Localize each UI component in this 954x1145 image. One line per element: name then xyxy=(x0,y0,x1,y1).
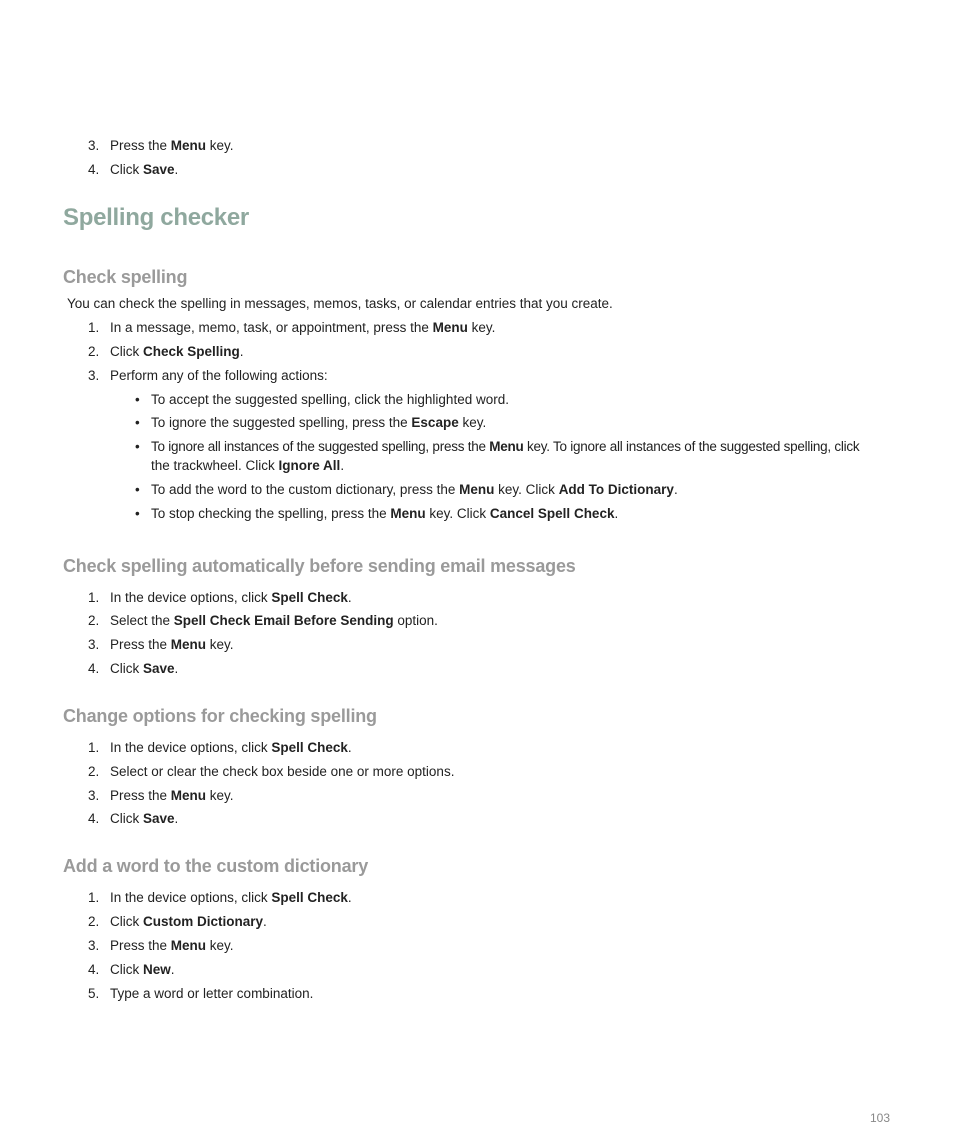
bullet-icon: • xyxy=(135,392,140,407)
bullet-item: • To ignore the suggested spelling, press the Escape key. xyxy=(135,415,487,430)
step-number: 3. xyxy=(88,637,100,652)
step-number: 5. xyxy=(88,986,100,1001)
list-item: 4. Click Save. xyxy=(88,162,179,177)
bullet-icon: • xyxy=(135,415,140,430)
list-item: 3. Press the Menu key. xyxy=(88,637,234,652)
step-number: 1. xyxy=(88,320,100,335)
list-item: 3. Perform any of the following actions: xyxy=(88,368,328,383)
list-item: 1. In the device options, click Spell Check. xyxy=(88,740,352,755)
list-item: 1. In a message, memo, task, or appointment, press the Menu key. xyxy=(88,320,496,335)
list-item: 4. Click New. xyxy=(88,962,175,977)
step-number: 1. xyxy=(88,590,100,605)
subheading-auto-check: Check spelling automatically before sending email messages xyxy=(63,556,576,576)
step-number: 1. xyxy=(88,740,100,755)
step-number: 2. xyxy=(88,764,100,779)
bullet-item: • To ignore all instances of the suggested spelling, press the Menu key. To ignore all instances of the suggested spelling, click xyxy=(135,439,860,454)
subheading-change-options: Change options for checking spelling xyxy=(63,706,377,726)
step-number: 4. xyxy=(88,162,100,177)
step-number: 4. xyxy=(88,661,100,676)
step-number: 4. xyxy=(88,811,100,826)
step-number: 2. xyxy=(88,344,100,359)
bullet-continuation: the trackwheel. Click Ignore All. xyxy=(151,458,345,473)
step-number: 2. xyxy=(88,914,100,929)
bullet-icon: • xyxy=(135,506,140,521)
step-number: 1. xyxy=(88,890,100,905)
list-item: 3. Press the Menu key. xyxy=(88,938,234,953)
step-number: 3. xyxy=(88,938,100,953)
page-number: 103 xyxy=(869,1111,890,1125)
list-item: 4. Click Save. xyxy=(88,661,179,676)
list-item: 2. Select or clear the check box beside one or more options. xyxy=(88,764,455,779)
list-item: 2. Click Check Spelling. xyxy=(88,344,244,359)
list-item: 3. Press the Menu key. xyxy=(88,138,234,153)
bullet-icon: • xyxy=(135,482,140,497)
bullet-item: • To add the word to the custom dictionary, press the Menu key. Click Add To Dictionary. xyxy=(135,482,678,497)
section-title: Spelling checker xyxy=(63,204,249,231)
list-item: 1. In the device options, click Spell Check. xyxy=(88,590,352,605)
step-number: 3. xyxy=(88,368,100,383)
list-item: 3. Press the Menu key. xyxy=(88,788,234,803)
list-item: 2. Click Custom Dictionary. xyxy=(88,914,267,929)
step-number: 3. xyxy=(88,788,100,803)
step-number: 4. xyxy=(88,962,100,977)
intro-paragraph: You can check the spelling in messages, memos, tasks, or calendar entries that you create. xyxy=(67,296,613,311)
list-item: 1. In the device options, click Spell Check. xyxy=(88,890,352,905)
subheading-custom-dictionary: Add a word to the custom dictionary xyxy=(63,856,369,876)
step-number: 3. xyxy=(88,138,100,153)
list-item: 5. Type a word or letter combination. xyxy=(88,986,314,1001)
bullet-icon: • xyxy=(135,439,140,454)
bullet-item: • To accept the suggested spelling, click the highlighted word. xyxy=(135,392,509,407)
list-item: 4. Click Save. xyxy=(88,811,179,826)
list-item: 2. Select the Spell Check Email Before Sending option. xyxy=(88,613,438,628)
subheading-check-spelling: Check spelling xyxy=(63,267,188,287)
bullet-item: • To stop checking the spelling, press the Menu key. Click Cancel Spell Check. xyxy=(135,506,619,521)
step-number: 2. xyxy=(88,613,100,628)
